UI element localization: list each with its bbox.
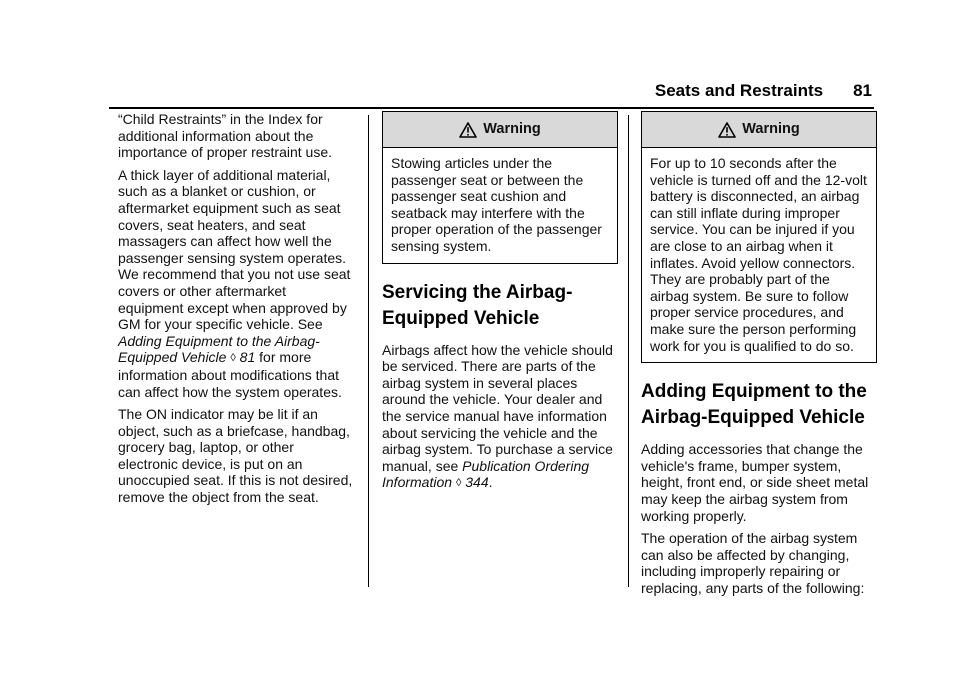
warning-triangle-icon [718,122,736,138]
paragraph-text: for more information about modifications that can affect how the system operates. [118,349,342,400]
section-heading: Servicing the Airbag-Equipped Vehicle [382,281,573,329]
column-3 [641,111,877,602]
paragraph [382,342,618,492]
paragraph: Adding accessories that change the vehicle's frame, bumper system, height, front end, or side sheet metal may keep the airbag system from working properly. [641,441,869,524]
paragraph [118,167,354,400]
page-ref-icon: ◊ [230,352,236,365]
section-heading: Adding Equipment to the Airbag-Equipped Vehicle [641,381,867,429]
paragraph-end: . [488,474,493,491]
warning-text: For up to 10 seconds after the vehicle is turned off and the 12-volt battery is disconnected, an airbag can still inflate during improper service. You can be injured if you are close to an airbag when it inflates. Avoid yellow connectors. They are probably part of the airbag system. Be sure to follow proper service procedures, and make sure the person performing work for you is qualified to do so. [650,155,867,354]
paragraph: The ON indicator may be lit if an object, such as a briefcase, handbag, grocery bag, laptop, or other electronic device, is put on an unoccupied seat. If this is not desired, remove the object from the seat. [118,406,353,506]
warning-text: Stowing articles under the passenger seat or between the passenger seat cushion and seatback may interfere with the proper operation of the passenger sensing system. [391,155,602,254]
paragraph: The operation of the airbag system can also be affected by changing, including improperly repairing or replacing, any parts of the following: [641,530,865,596]
column-2 [382,111,618,498]
warning-title: Warning [742,121,800,138]
cross-reference-link[interactable]: Adding Equipment to the Airbag-Equipped Vehicle [118,332,320,366]
warning-box [382,111,618,264]
page-number: 81 [853,81,872,100]
warning-header [642,112,876,148]
column-divider-1 [368,115,369,587]
warning-header [383,112,617,148]
cross-reference-page[interactable]: 344 [465,474,489,491]
column-divider-2 [628,115,629,587]
warning-triangle-icon [459,122,477,138]
warning-title: Warning [483,121,541,138]
header-rule [109,107,874,109]
warning-box [641,111,877,363]
cross-reference-link[interactable]: Publication Ordering Information [382,457,590,491]
page-ref-icon: ◊ [455,477,462,490]
paragraph-text: Airbags affect how the vehicle should be serviced. There are parts of the airbag system in several places around the vehicle. Your dealer and the service manual have information about servicing the vehicle and the airbag system. To purchase a service manual, see [382,341,613,474]
page-header [655,81,872,101]
paragraph: “Child Restraints” in the Index for additional information about the importance of proper restraint use. [118,111,332,161]
column-1 [118,111,354,512]
section-title: Seats and Restraints [654,81,824,100]
cross-reference-page[interactable]: 81 [239,349,256,366]
paragraph-text: A thick layer of additional material, such as a blanket or cushion, or aftermarket equipment such as seat covers, seat heaters, and seat massagers can affect how well the passenger sensing system operates. We recommend that you not use seat covers or other aftermarket equipment except when approved by GM for your specific vehicle. See [118,166,351,333]
